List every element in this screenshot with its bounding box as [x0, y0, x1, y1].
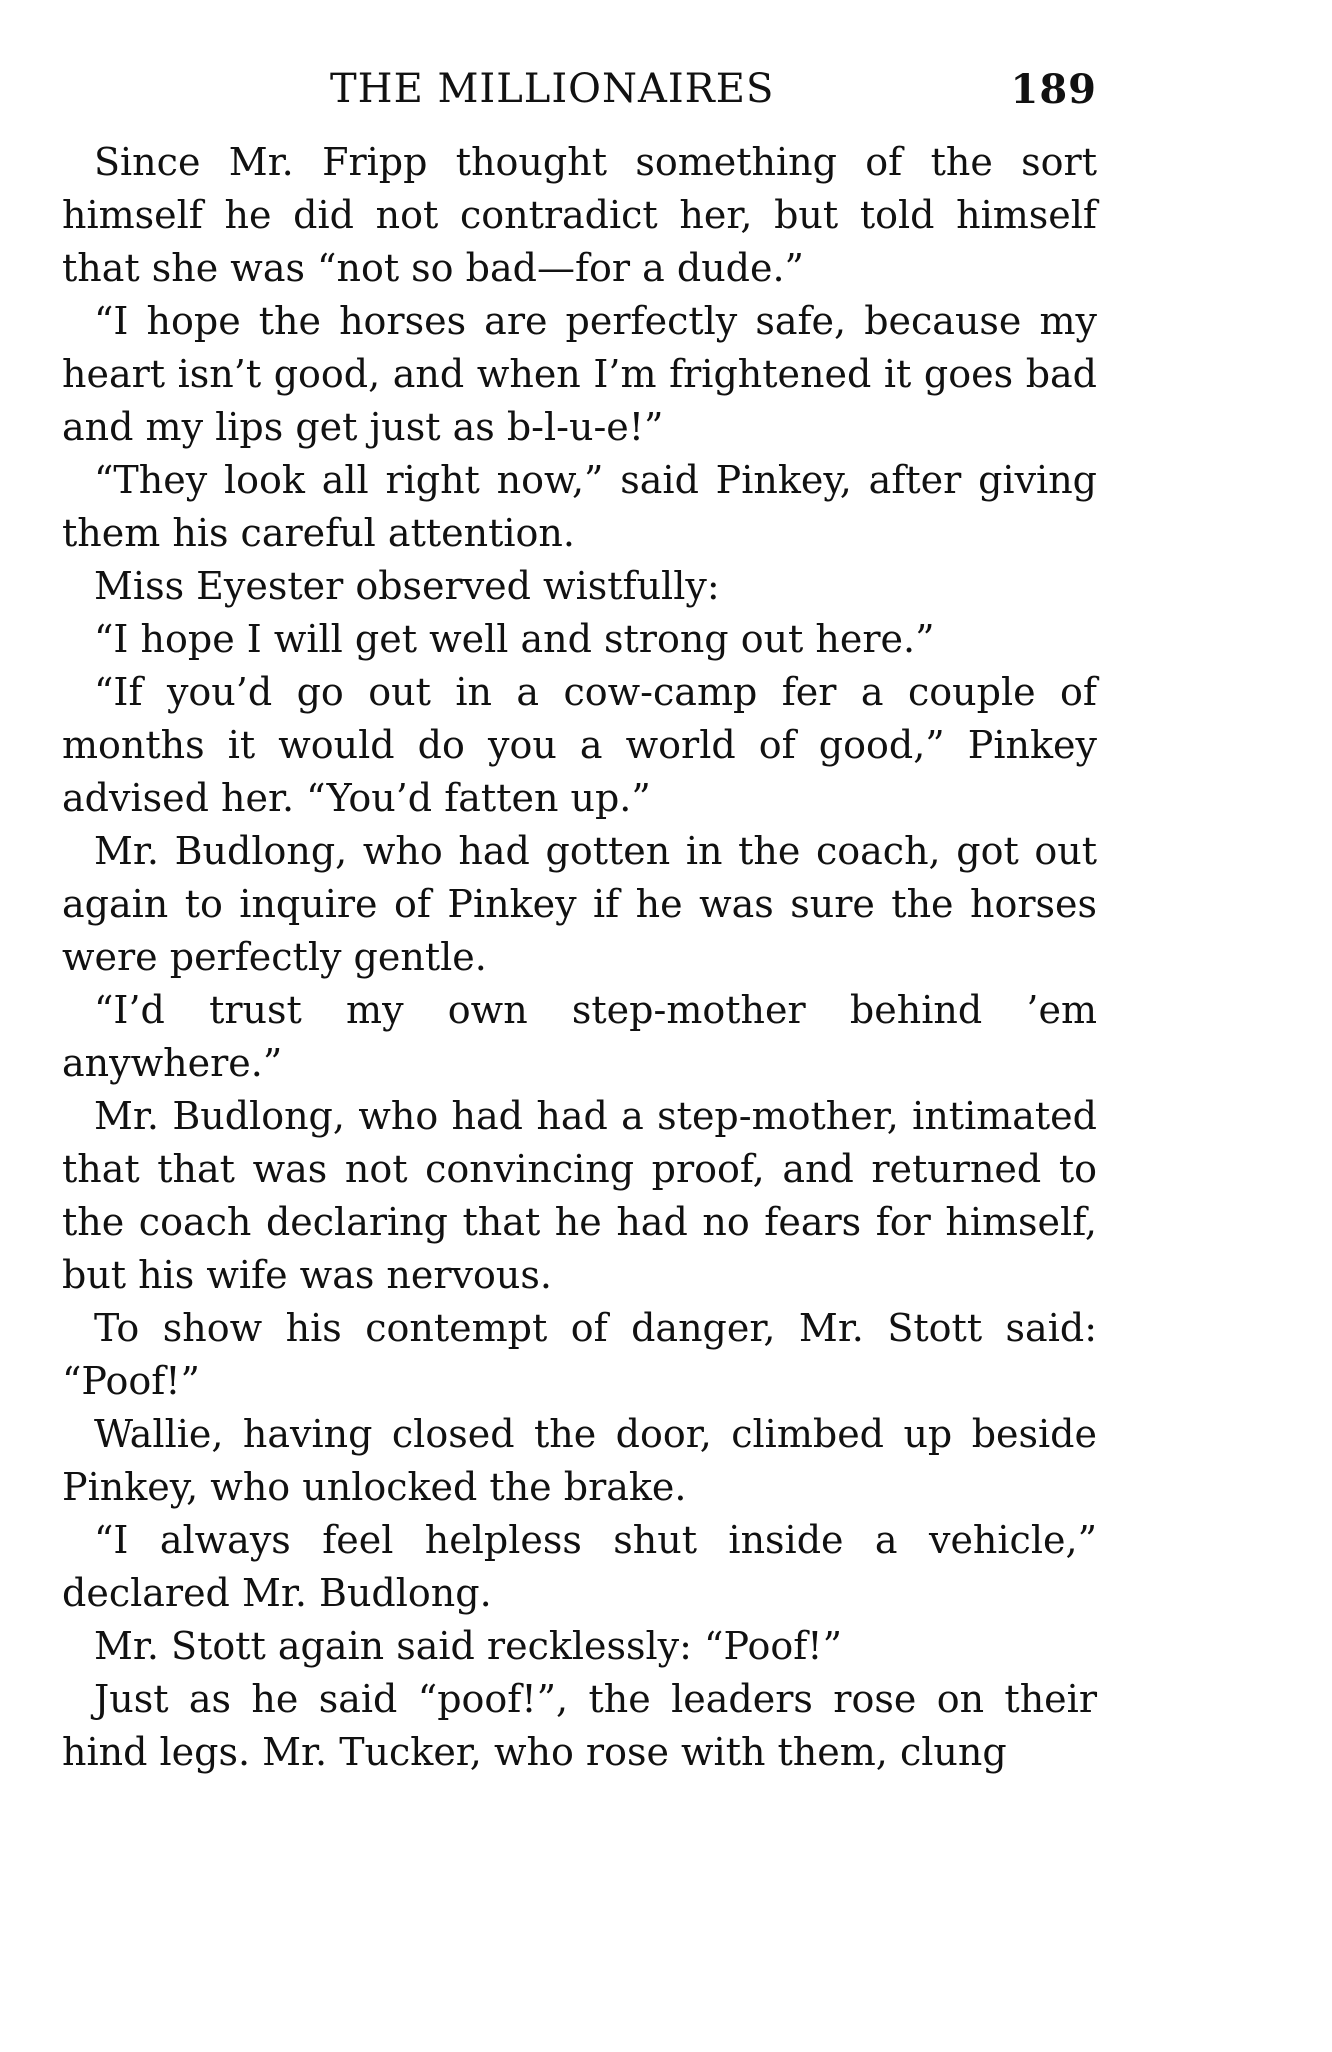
page-number: 189 [1010, 66, 1097, 113]
paragraph: Since Mr. Fripp thought something of the sort himself he did not contradict her, but told himself that she was “not so bad—for a dude.” [62, 140, 1097, 290]
paragraph: “They look all right now,” said Pinkey, after giving them his careful attention. [62, 458, 1097, 555]
paragraph: Miss Eyester observed wistfully: [94, 564, 720, 608]
paragraph: To show his contempt of danger, Mr. Stott said: “Poof!” [62, 1306, 1097, 1403]
paragraph: “If you’d go out in a cow-camp fer a couple of months it would do you a world of good,” Pinkey advised her. “You’d fatten up.” [62, 670, 1097, 820]
paragraph: Mr. Budlong, who had gotten in the coach, got out again to inquire of Pinkey if he was sure the horses were perfectly gentle. [62, 829, 1097, 979]
paragraph: “I’d trust my own step-mother behind ’em anywhere.” [62, 988, 1097, 1085]
body-text [62, 136, 1097, 1779]
paragraph: Mr. Stott again said recklessly: “Poof!” [94, 1624, 842, 1668]
paragraph: “I always feel helpless shut inside a vehicle,” declared Mr. Budlong. [62, 1518, 1097, 1615]
paragraph: Wallie, having closed the door, climbed up beside Pinkey, who unlocked the brake. [62, 1412, 1097, 1509]
running-head [62, 62, 1097, 122]
paragraph: “I hope I will get well and strong out here.” [94, 617, 935, 661]
paragraph: Mr. Budlong, who had had a step-mother, intimated that that was not convincing proof, and returned to the coach declaring that he had no fears for himself, but his wife was nervous. [62, 1094, 1097, 1297]
paragraph: Just as he said “poof!”, the leaders rose on their hind legs. Mr. Tucker, who rose with them, clung [62, 1677, 1097, 1774]
running-title: THE MILLIONAIRES [330, 66, 775, 112]
paragraph: “I hope the horses are perfectly safe, because my heart isn’t good, and when I’m frightened it goes bad and my lips get just as b-l-u-e!” [62, 299, 1097, 449]
book-page [62, 62, 1097, 1779]
